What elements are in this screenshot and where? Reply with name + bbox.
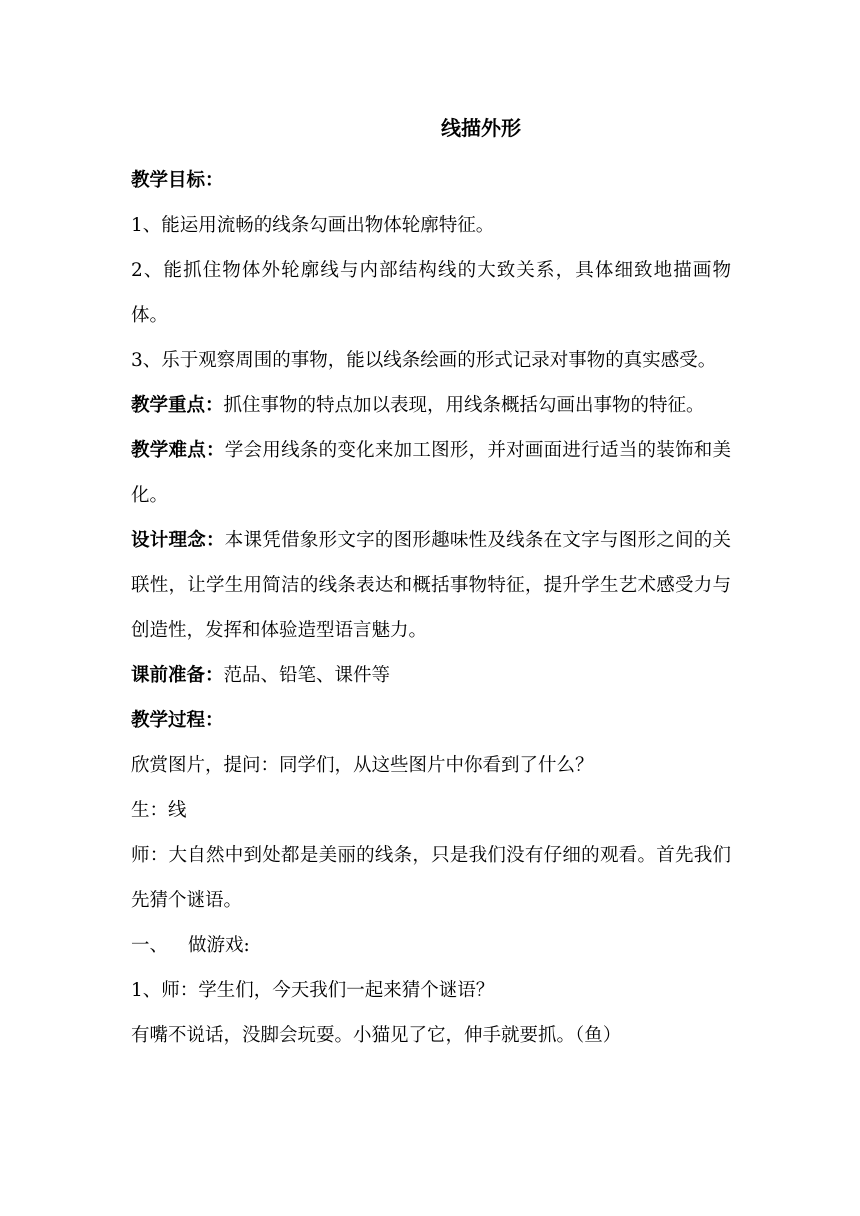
section-one-heading xyxy=(131,923,731,968)
objective-item-2: 2、能抓住物体外轮廓线与内部结构线的大致关系，具体细致地描画物体。 xyxy=(131,260,731,326)
section-one-title: 做游戏: xyxy=(188,935,250,956)
preparation-label: 课前准备： xyxy=(131,665,224,686)
objectives-label: 教学目标： xyxy=(131,170,224,191)
document-body xyxy=(131,112,731,1058)
key-point-text: 抓住事物的特点加以表现，用线条概括勾画出事物的特征。 xyxy=(223,395,705,416)
preparation-paragraph xyxy=(131,653,731,698)
process-line-1: 欣赏图片，提问：同学们，从这些图片中你看到了什么？ xyxy=(131,755,594,776)
difficulty-label: 教学难点： xyxy=(131,440,225,461)
key-point-label: 教学重点： xyxy=(131,395,224,416)
design-paragraph xyxy=(131,518,731,653)
process-line-2: 生：线 xyxy=(131,800,187,821)
process-line-3: 师：大自然中到处都是美丽的线条，只是我们没有仔细的观看。首先我们先猜个谜语。 xyxy=(131,845,731,911)
objective-item-1: 1、能运用流畅的线条勾画出物体轮廓特征。 xyxy=(131,215,495,236)
difficulty-text: 学会用线条的变化来加工图形，并对画面进行适当的装饰和美化。 xyxy=(131,440,731,506)
section-one-number: 一、 xyxy=(131,935,169,956)
key-point-paragraph xyxy=(131,383,731,428)
difficulty-paragraph xyxy=(131,428,731,518)
process-label: 教学过程： xyxy=(131,710,224,731)
after-line-2: 有嘴不说话，没脚会玩耍。小猫见了它，伸手就要抓。（鱼） xyxy=(131,1025,622,1046)
design-text: 本课凭借象形文字的图形趣味性及线条在文字与图形之间的关联性，让学生用简洁的线条表达和概括事物特征，提升学生艺术感受力与创造性，发挥和体验造型语言魅力。 xyxy=(131,530,731,641)
design-label: 设计理念： xyxy=(131,530,225,551)
document-title: 线描外形 xyxy=(441,116,521,140)
after-line-1: 1、师：学生们，今天我们一起来猜个谜语？ xyxy=(131,980,495,1001)
preparation-text: 范品、铅笔、课件等 xyxy=(223,665,391,686)
objective-item-3: 3、乐于观察周围的事物，能以线条绘画的形式记录对事物的真实感受。 xyxy=(131,350,717,371)
